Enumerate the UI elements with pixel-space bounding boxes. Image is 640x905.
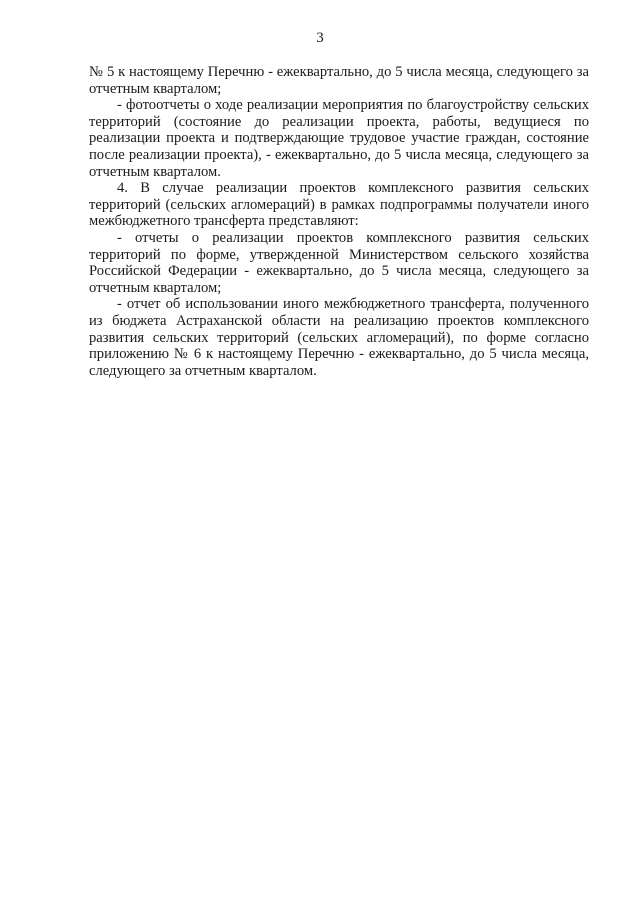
paragraph-4: - отчеты о реализации проектов комплексного развития сельских территорий по форме, утвержденной Министерством сельского хозяйства Российской Федерации - ежеквартально, до 5 числа месяца, следующего за отчетным кварталом; xyxy=(89,229,589,296)
paragraph-3: 4. В случае реализации проектов комплексного развития сельских территорий (сельских агломераций) в рамках подпрограммы получатели иного межбюджетного трансферта представляют: xyxy=(89,180,589,230)
paragraph-1: № 5 к настоящему Перечню - ежеквартально, до 5 числа месяца, следующего за отчетным кварталом; xyxy=(89,64,589,97)
document-body xyxy=(89,64,589,379)
page-number: 3 xyxy=(316,30,324,46)
paragraph-5: - отчет об использовании иного межбюджетного трансферта, полученного из бюджета Астраханской области на реализацию проектов комплексного развития сельских территорий (сельских агломераций), по форме согласно приложению № 6 к настоящему Перечню - ежеквартально, до 5 числа месяца, следующего за отчетным кварталом. xyxy=(89,296,589,379)
paragraph-2: - фотоотчеты о ходе реализации мероприятия по благоустройству сельских территорий (состояние до реализации проекта, работы, ведущиеся по реализации проекта и подтверждающие трудовое участие граждан, состояние после реализации проекта), - ежеквартально, до 5 числа месяца, следующего за отчетным кварталом. xyxy=(89,97,589,180)
